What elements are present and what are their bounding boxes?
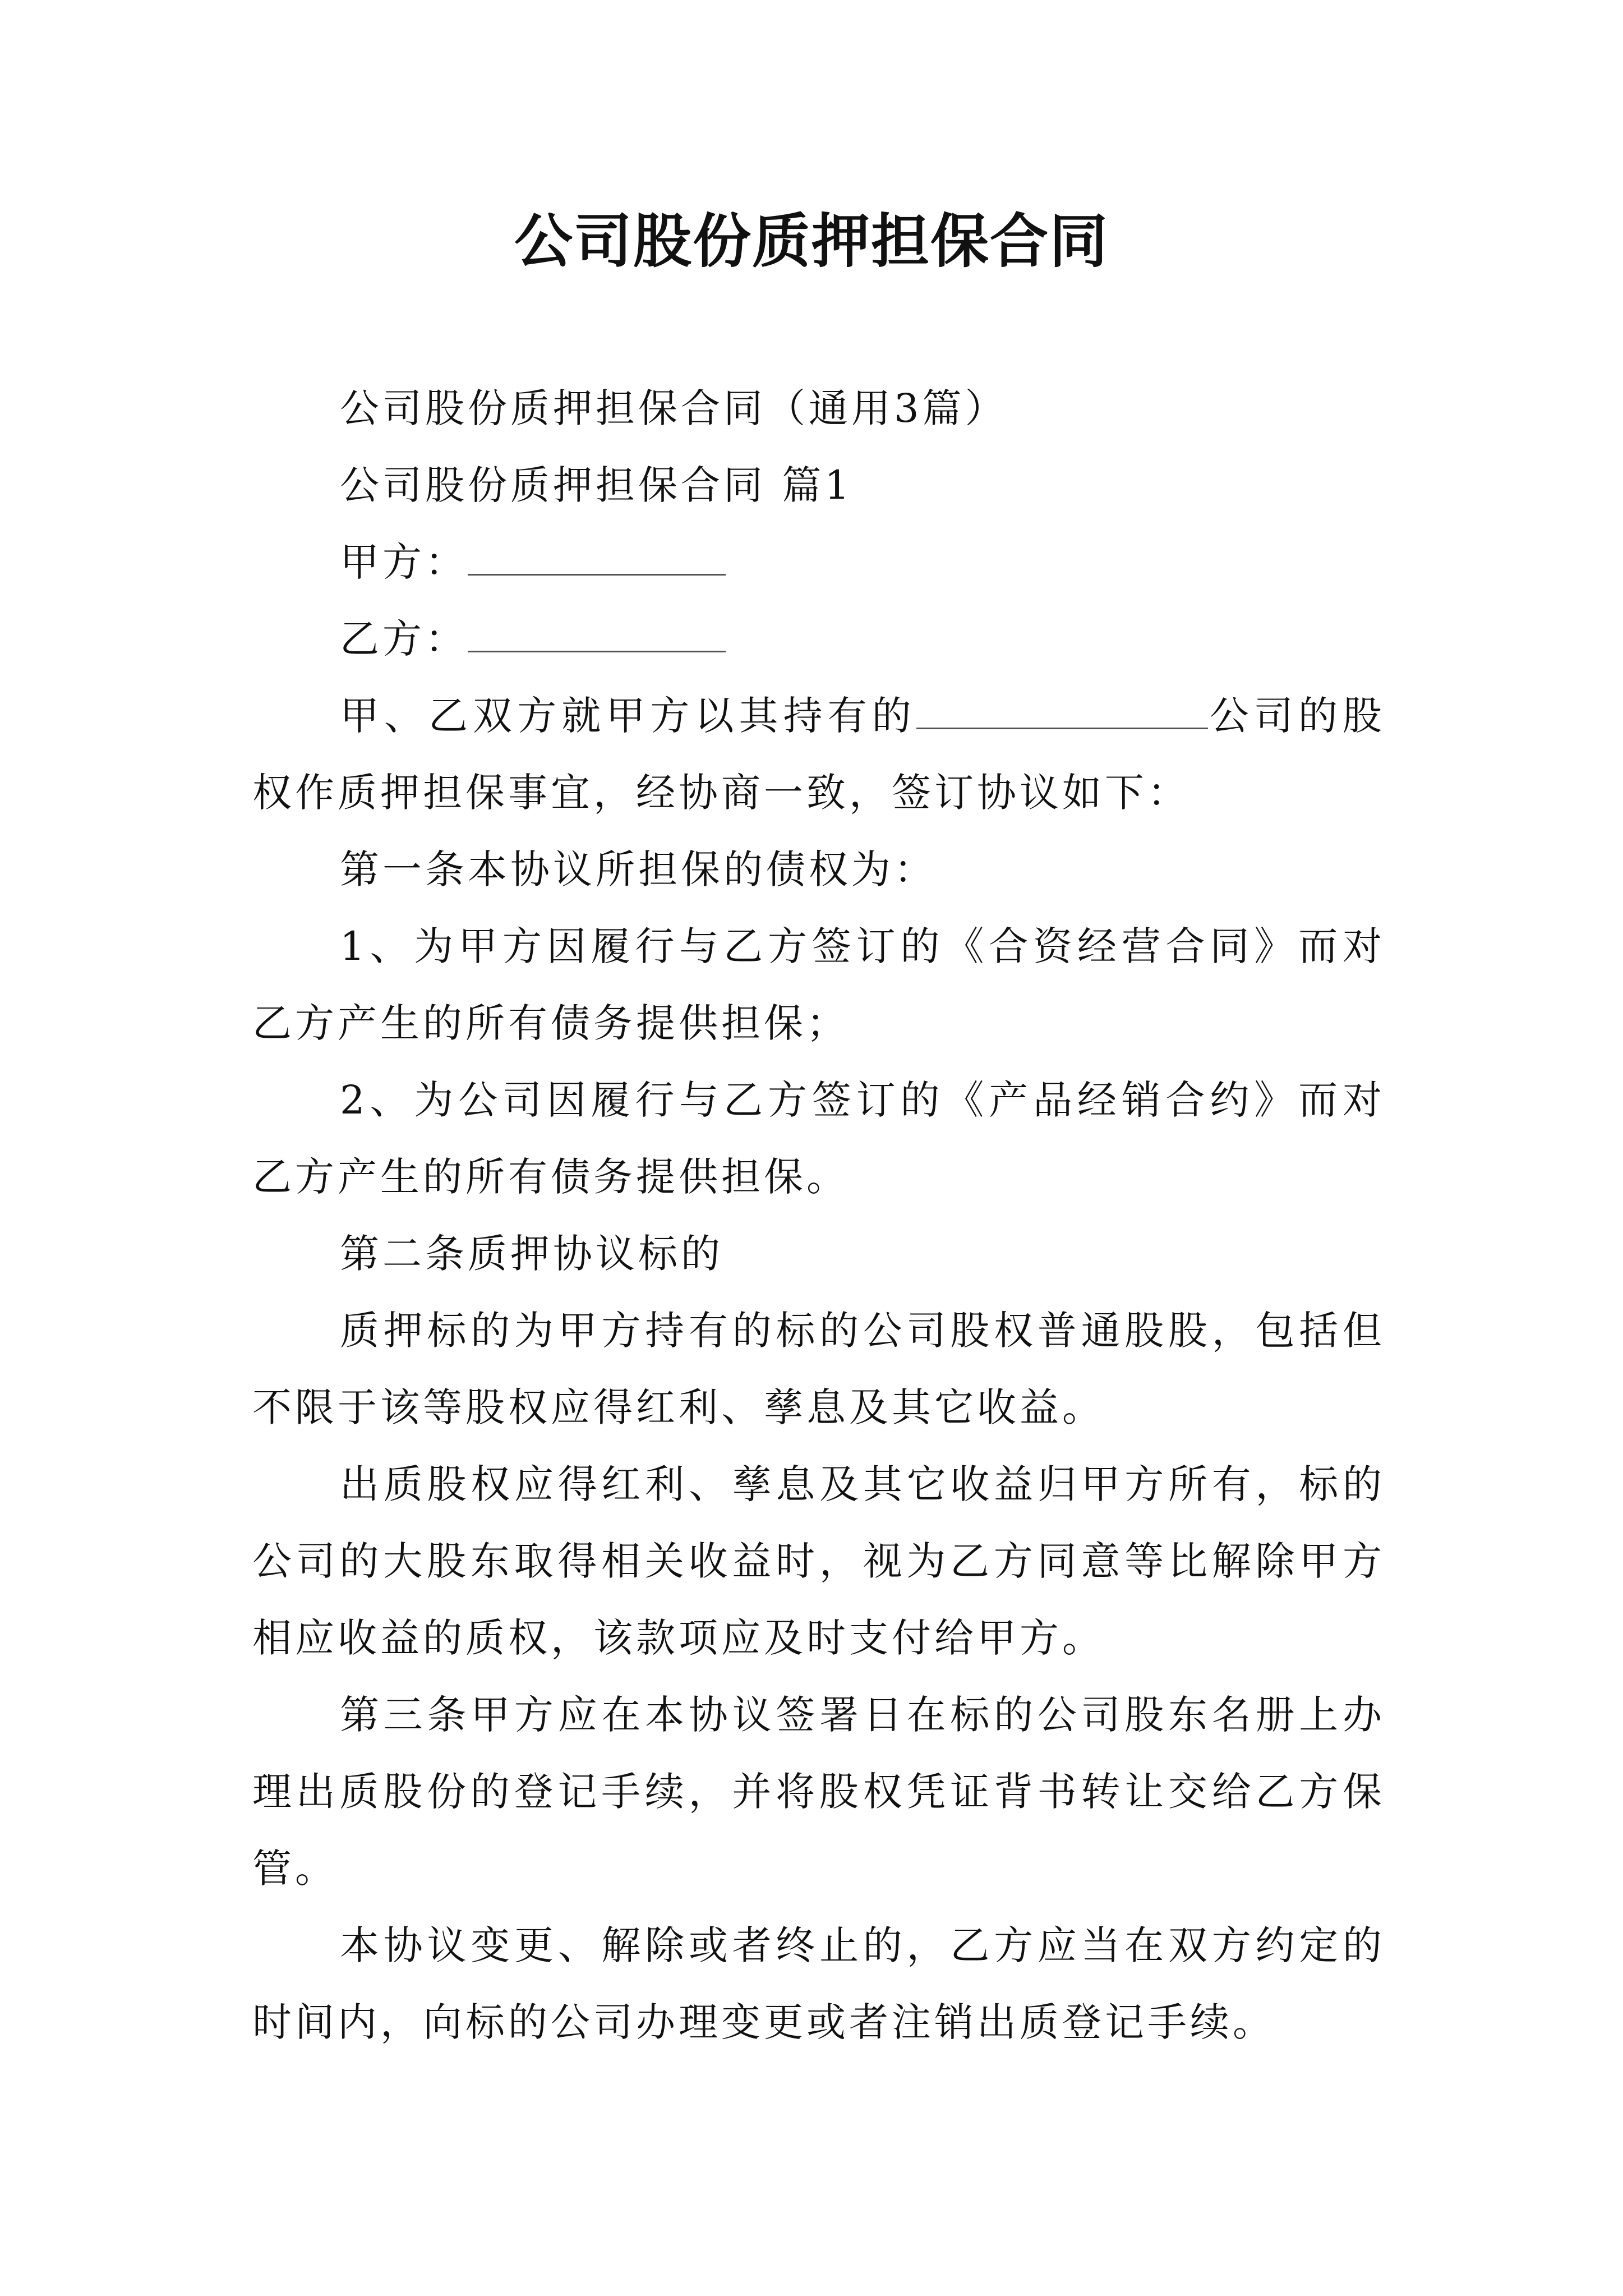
document-title: 公司股份质押担保合同 (514, 206, 1109, 275)
article2-paragraph1: 质押标的为甲方持有的标的公司股权普通股股，包括但不限于该等股权应得红利、孳息及其它收益。 (252, 1308, 1385, 1430)
article2-heading: 第二条质押协议标的 (340, 1231, 723, 1277)
company-name-blank (916, 693, 1208, 729)
intro-paragraph (252, 678, 1385, 831)
intro-text-after: 公司的股权作质押担保事宜，经协商一致，签订协议如下： (252, 693, 1386, 816)
article3-paragraph: 第三条甲方应在本协议签署日在标的公司股东名册上办理出质股份的登记手续，并将股权凭证背书转让交给乙方保管。 (252, 1692, 1385, 1892)
article1-item1: 1、为甲方因履行与乙方签订的《合资经营合同》而对乙方产生的所有债务提供担保； (252, 923, 1385, 1046)
article1-item2: 2、为公司因履行与乙方签订的《产品经销合约》而对乙方产生的所有债务提供担保。 (252, 1077, 1385, 1200)
party-a-label: 甲方： (340, 539, 468, 585)
document-body (252, 370, 1385, 2061)
document-subtitle: 公司股份质押担保合同（通用3篇） (340, 385, 1008, 431)
party-b-label: 乙方： (340, 616, 468, 662)
party-a-line (252, 524, 1385, 601)
party-b-blank (468, 616, 726, 652)
article1-heading: 第一条本协议所担保的债权为： (340, 846, 937, 892)
intro-text-before: 甲、乙双方就甲方以其持有的 (340, 693, 916, 739)
party-a-blank (468, 539, 726, 576)
article2-paragraph2: 出质股权应得红利、孳息及其它收益归甲方所有，标的公司的大股东取得相关收益时，视为乙方同意等比解除甲方相应收益的质权，该款项应及时支付给甲方。 (252, 1461, 1385, 1661)
closing-paragraph: 本协议变更、解除或者终止的，乙方应当在双方约定的时间内，向标的公司办理变更或者注销出质登记手续。 (252, 1922, 1385, 2045)
party-b-line (252, 601, 1385, 678)
section-heading: 公司股份质押担保合同 篇1 (340, 462, 853, 508)
